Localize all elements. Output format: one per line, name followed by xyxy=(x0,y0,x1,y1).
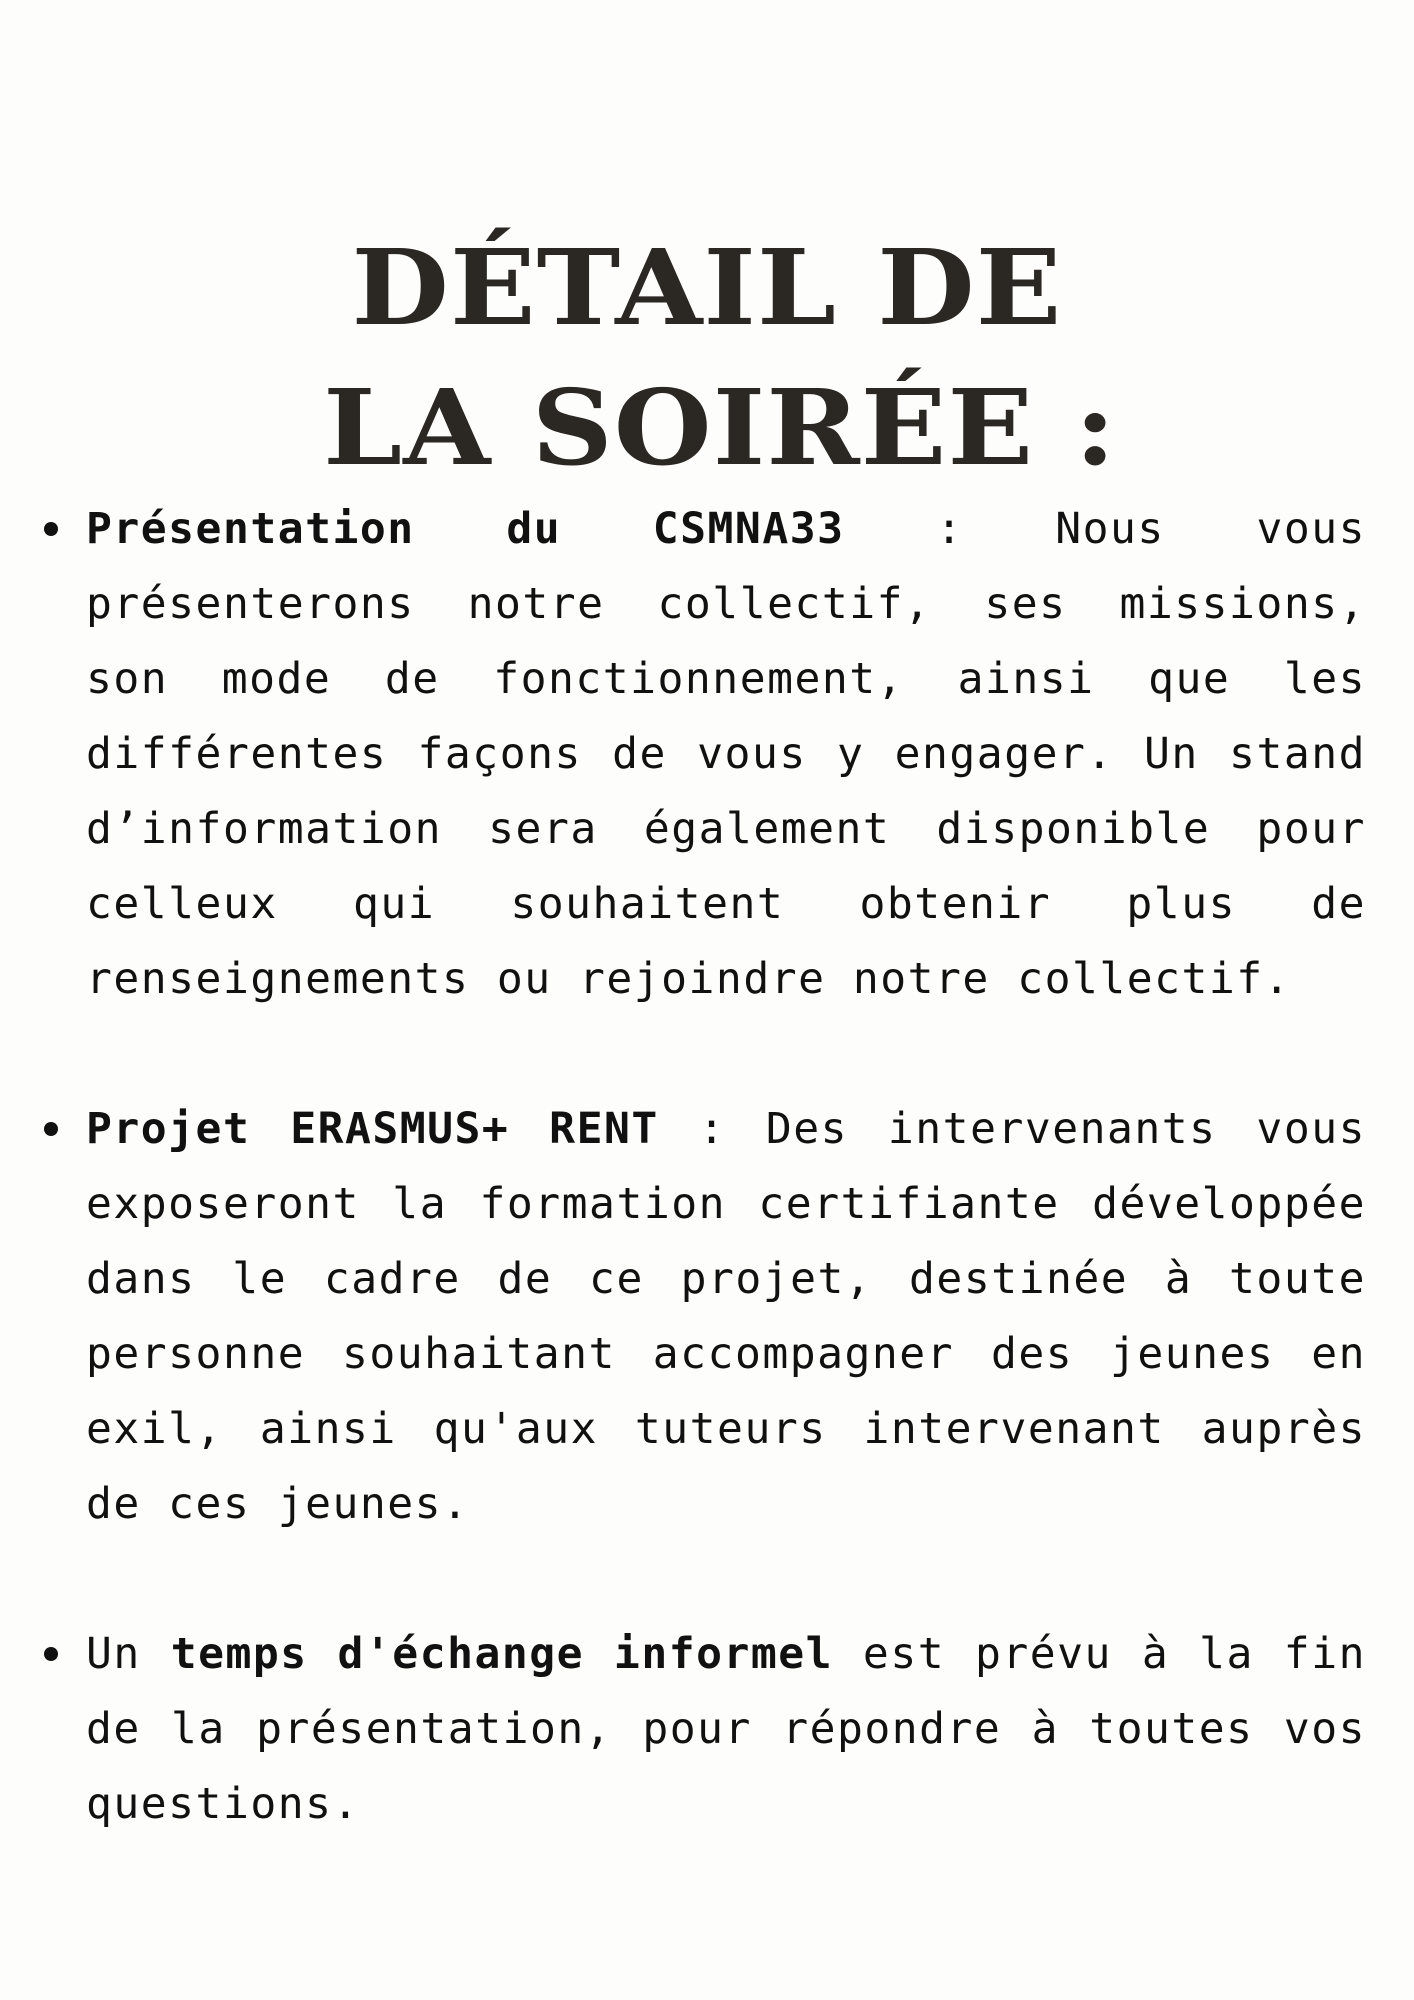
title-line-2: LA SOIRÉE : xyxy=(323,365,1117,489)
bullet-text xyxy=(86,1092,1366,1542)
bullet-body-text: : Nous vous présenterons notre collectif, ses missions, son mode de fonctionnement, ainsi que les différentes façons de vous y engager. Un stand d’information sera également disponible pour celleux qui souhaitent obtenir plus de renseignements ou rejoindre notre collectif. xyxy=(86,504,1366,1004)
bullet-bold-label: Projet ERASMUS+ RENT xyxy=(86,1104,659,1154)
bullet-lead-text: Un xyxy=(86,1629,171,1679)
bullet-text xyxy=(86,1617,1366,1842)
bullet-bold-label: temps d'échange informel xyxy=(170,1629,834,1679)
bullet-dot-icon xyxy=(44,1122,58,1136)
bullet-item-csmna33 xyxy=(38,492,1366,1017)
title-line-1: DÉTAIL DE xyxy=(351,225,1063,349)
bullet-item-echange xyxy=(38,1617,1366,1842)
bullet-body-text: : Des intervenants vous exposeront la formation certifiante développée dans le cadre de ce projet, destinée à toute personne souhaitant accompagner des jeunes en exil, ainsi qu'aux tuteurs intervenant auprès de ces jeunes. xyxy=(86,1104,1366,1529)
bullet-bold-label: Présentation du CSMNA33 xyxy=(86,504,845,554)
bullet-dot-icon xyxy=(44,1647,58,1661)
bullet-item-erasmus xyxy=(38,1092,1366,1542)
page-title xyxy=(0,218,1414,498)
bullet-body-text: est prévu à la fin de la présentation, pour répondre à toutes vos questions. xyxy=(86,1629,1366,1829)
bullet-text xyxy=(86,492,1366,1017)
bullet-dot-icon xyxy=(44,522,58,536)
bullet-list xyxy=(38,492,1366,1842)
